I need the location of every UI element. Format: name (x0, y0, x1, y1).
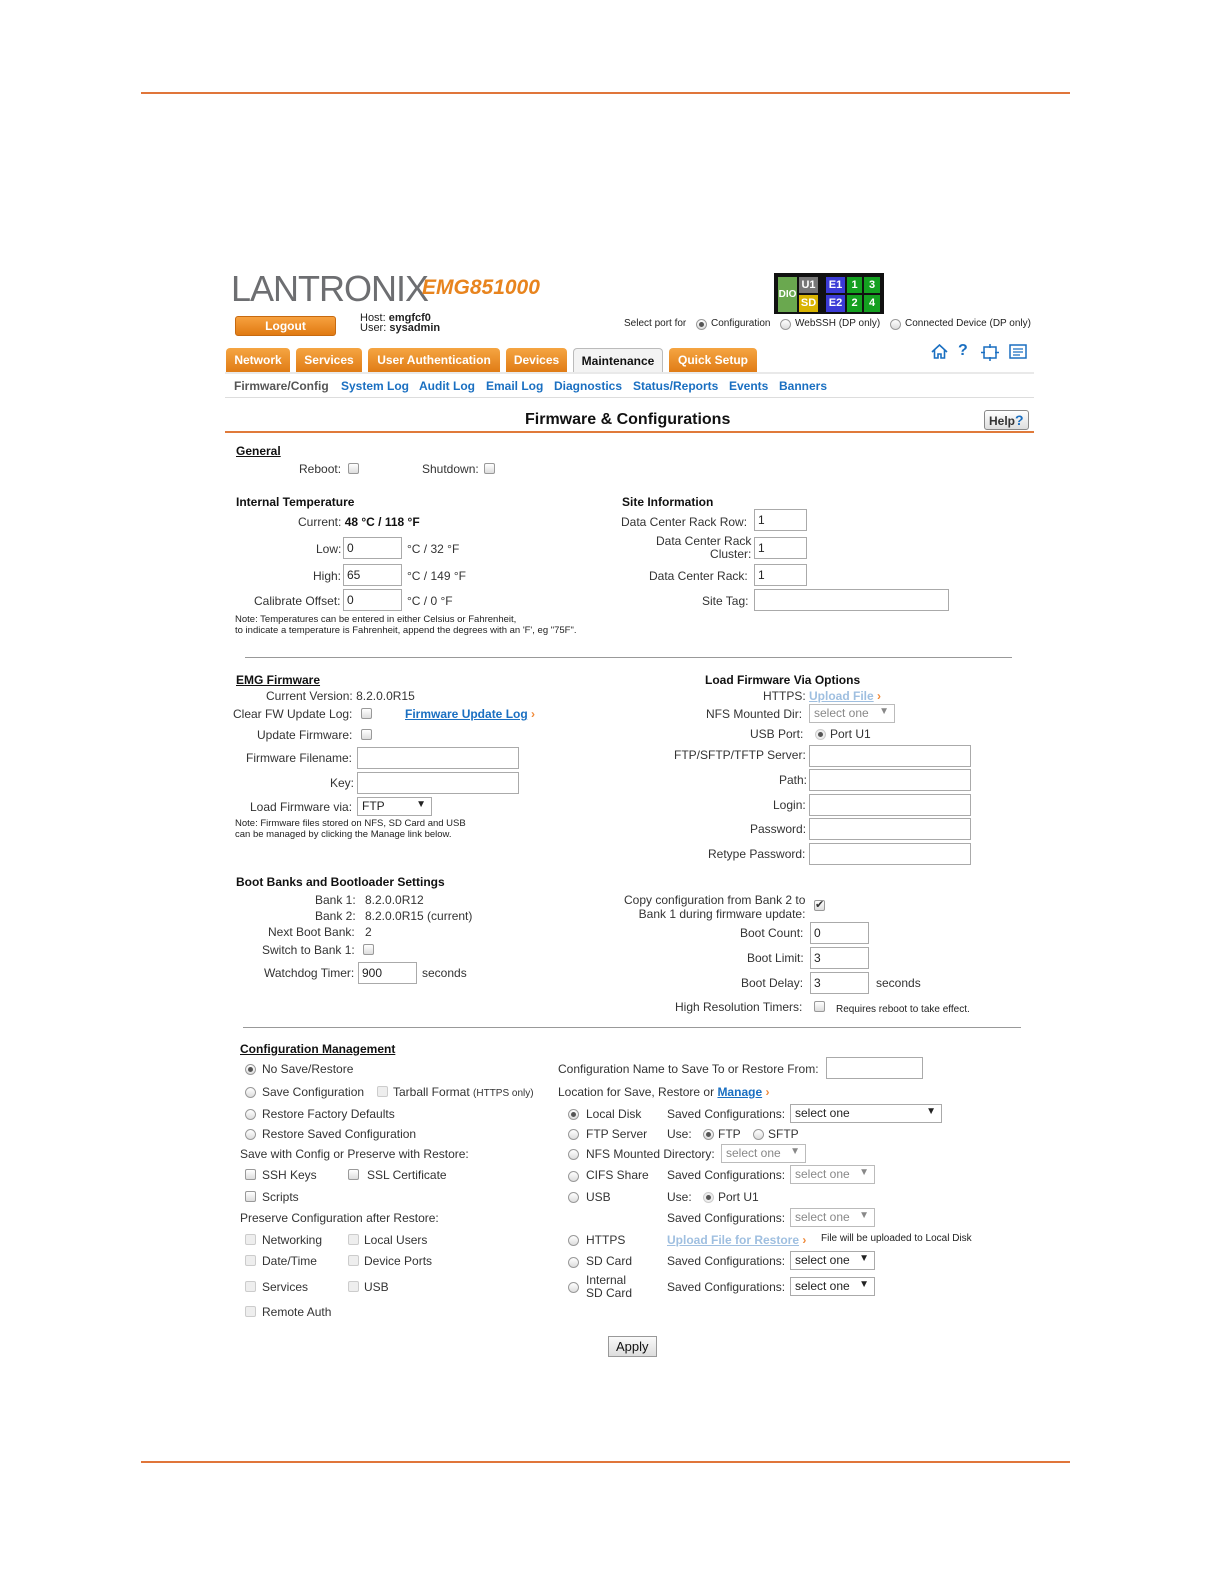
path-label: Path: (779, 773, 808, 787)
high-conversion: °C / 149 °F (407, 569, 466, 583)
shutdown-label: Shutdown: (422, 462, 479, 476)
low-conversion: °C / 32 °F (407, 542, 460, 556)
usb-use-label: Use: (667, 1190, 692, 1204)
boot-banks-heading: Boot Banks and Bootloader Settings (236, 875, 445, 889)
remote-auth-checkbox[interactable] (245, 1306, 256, 1317)
config-name-input[interactable] (826, 1057, 923, 1079)
cifs-saved-label: Saved Configurations: (667, 1168, 786, 1182)
select-port-label: Select port for (624, 318, 687, 329)
usb-preserve-checkbox[interactable] (348, 1281, 359, 1292)
page-title: Firmware & Configurations (525, 411, 731, 428)
restore-saved-radio[interactable] (245, 1129, 256, 1140)
scripts-label: Scripts (262, 1190, 299, 1204)
no-save-restore-radio[interactable] (245, 1064, 256, 1075)
local-disk-label: Local Disk (586, 1107, 642, 1121)
high-temp-input[interactable] (343, 564, 402, 586)
subtab-diagnostics[interactable]: Diagnostics (554, 379, 623, 393)
path-input[interactable] (809, 769, 971, 791)
internal-sd-radio[interactable] (568, 1282, 579, 1293)
retype-password-input[interactable] (809, 843, 971, 865)
firmware-filename-input[interactable] (357, 747, 519, 769)
login-label: Login: (773, 798, 806, 812)
calibrate-offset-input[interactable] (343, 589, 402, 611)
site-tag-input[interactable] (754, 589, 949, 611)
upload-file-link[interactable]: Upload File › (809, 689, 882, 703)
boot-limit-input[interactable] (810, 947, 869, 969)
ftp-server-loc-label: FTP Server (586, 1127, 648, 1141)
sd-saved-select[interactable]: select one ▼ (790, 1251, 875, 1270)
current-version: Current Version: 8.2.0.0R15 (266, 689, 415, 703)
ftp-server-input[interactable] (809, 745, 971, 767)
emg-firmware-heading: EMG Firmware (236, 673, 321, 687)
reboot-checkbox[interactable] (348, 463, 359, 474)
load-options-heading: Load Firmware Via Options (705, 673, 861, 687)
low-label: Low: (316, 542, 342, 556)
bank1-value: 8.2.0.0R12 (365, 893, 424, 907)
upload-note: File will be uploaded to Local Disk (821, 1233, 972, 1244)
local-users-label: Local Users (364, 1233, 428, 1247)
low-temp-input[interactable] (343, 537, 402, 559)
boot-limit-label: Boot Limit: (747, 951, 804, 965)
port-4: 4 (864, 295, 880, 312)
location-label: Location for Save, Restore or Manage › (558, 1085, 770, 1099)
save-with-label: Save with Config or Preserve with Restore: (240, 1147, 469, 1161)
port-sd: SD (799, 295, 818, 312)
usb-port-label: USB Port: (750, 727, 804, 741)
apply-button[interactable]: Apply (608, 1336, 657, 1357)
watchdog-unit: seconds (422, 966, 467, 980)
bank2-label: Bank 2: (315, 909, 356, 923)
shutdown-checkbox[interactable] (484, 463, 495, 474)
subtab-status-reports[interactable]: Status/Reports (633, 379, 719, 393)
cifs-label: CIFS Share (586, 1168, 649, 1182)
ssh-keys-checkbox[interactable] (245, 1169, 256, 1180)
help-icon[interactable]: ? (958, 342, 968, 359)
hires-timers-label: High Resolution Timers: (675, 1000, 803, 1014)
update-firmware-checkbox[interactable] (361, 729, 372, 740)
key-input[interactable] (357, 772, 519, 794)
clear-fw-log-checkbox[interactable] (361, 708, 372, 719)
site-info-heading: Site Information (622, 495, 714, 509)
no-save-restore-label: No Save/Restore (262, 1062, 354, 1076)
nfs-dir-select[interactable]: select one ▼ (809, 704, 895, 723)
model-name: EMG851000 (422, 276, 540, 299)
rack-cluster-input[interactable] (754, 537, 807, 559)
title-underline (225, 431, 1034, 433)
help-button[interactable]: Help? (984, 410, 1029, 430)
next-boot-label: Next Boot Bank: (268, 925, 355, 939)
usb-port-u1-label: Port U1 (718, 1190, 759, 1204)
bank1-label: Bank 1: (315, 893, 356, 907)
bank2-value: 8.2.0.0R15 (current) (365, 909, 473, 923)
high-label: High: (313, 569, 342, 583)
https-radio[interactable] (568, 1235, 579, 1246)
device-ports-checkbox[interactable] (348, 1255, 359, 1266)
copy-config-label: Copy configuration from Bank 2 to Bank 1 during firmware update: (624, 893, 806, 921)
local-users-checkbox[interactable] (348, 1234, 359, 1245)
port-u1: U1 (799, 277, 818, 293)
host-info: Host: emgfcf0 User: sysadmin (360, 312, 441, 334)
page-bottom-rule (141, 1461, 1070, 1463)
subtab-email-log[interactable]: Email Log (486, 379, 544, 393)
update-firmware-label: Update Firmware: (257, 728, 353, 742)
internal-sd-label: Internal SD Card (586, 1273, 633, 1300)
hires-timers-checkbox[interactable] (814, 1001, 825, 1012)
rack-row-label: Data Center Rack Row: (621, 515, 748, 529)
datetime-label: Date/Time (262, 1254, 317, 1268)
services-label: Services (262, 1280, 309, 1294)
section-divider-2 (243, 1027, 1021, 1028)
rack-cluster-label: Data Center Rack Cluster: (656, 534, 752, 561)
firmware-filename-label: Firmware Filename: (246, 751, 353, 765)
https-loc-label: HTTPS (586, 1233, 626, 1247)
switch-bank-label: Switch to Bank 1: (262, 943, 355, 957)
port-e1: E1 (826, 277, 845, 293)
local-saved-label: Saved Configurations: (667, 1107, 786, 1121)
general-heading: General (236, 444, 281, 458)
calibrate-conversion: °C / 0 °F (407, 594, 453, 608)
usb-loc-label: USB (586, 1190, 611, 1204)
switch-bank-checkbox[interactable] (363, 944, 374, 955)
cifs-saved-select[interactable]: select one ▼ (790, 1165, 875, 1184)
copy-config-checkbox[interactable] (814, 900, 825, 911)
restore-factory-label: Restore Factory Defaults (262, 1107, 395, 1121)
watchdog-input[interactable] (358, 962, 417, 984)
subtab-audit-log[interactable]: Audit Log (419, 379, 475, 393)
scripts-checkbox[interactable] (245, 1191, 256, 1202)
internal-saved-select[interactable]: select one ▼ (790, 1277, 875, 1296)
console-icon[interactable] (1009, 344, 1027, 364)
calibrate-label: Calibrate Offset: (254, 594, 341, 608)
https-label: HTTPS: (763, 689, 806, 703)
port-config-label: Configuration (711, 318, 771, 329)
usb-saved-label: Saved Configurations: (667, 1211, 786, 1225)
nfs-dir-loc-label: NFS Mounted Directory: (586, 1147, 715, 1161)
login-input[interactable] (809, 794, 971, 816)
password-label: Password: (750, 822, 807, 836)
temperature-heading: Internal Temperature (236, 495, 355, 509)
preserve-label: Preserve Configuration after Restore: (240, 1211, 439, 1225)
tab-network[interactable]: Network (226, 348, 290, 372)
password-input[interactable] (809, 818, 971, 840)
rack-row-input[interactable] (754, 509, 807, 531)
tab-services[interactable]: Services (296, 348, 362, 372)
ssl-cert-checkbox[interactable] (348, 1169, 359, 1180)
port-webssh-label: WebSSH (DP only) (795, 318, 881, 329)
networking-label: Networking (262, 1233, 323, 1247)
device-ports-label: Device Ports (364, 1254, 433, 1268)
save-config-label: Save Configuration (262, 1085, 365, 1099)
usb-loc-radio[interactable] (568, 1192, 579, 1203)
manage-link[interactable]: Manage (717, 1085, 763, 1099)
boot-delay-input[interactable] (810, 972, 869, 994)
port-1: 1 (847, 277, 862, 293)
clear-fw-log-label: Clear FW Update Log: (233, 707, 353, 721)
load-via-label: Load Firmware via: (250, 800, 353, 814)
ssh-keys-label: SSH Keys (262, 1168, 317, 1182)
upload-restore-link[interactable]: Upload File for Restore › (667, 1233, 807, 1247)
restore-saved-label: Restore Saved Configuration (262, 1127, 417, 1141)
sftp-label: SFTP (768, 1127, 799, 1141)
nfs-dir-label: NFS Mounted Dir: (706, 707, 803, 721)
tarball-label: Tarball Format (HTTPS only) (393, 1085, 534, 1099)
port-3: 3 (864, 277, 880, 293)
config-name-label: Configuration Name to Save To or Restore From: (558, 1062, 819, 1076)
watchdog-label: Watchdog Timer: (264, 966, 355, 980)
firmware-note: Note: Firmware files stored on NFS, SD Card and USB can be managed by clicking the Manage link below. (235, 818, 466, 840)
save-config-radio[interactable] (245, 1087, 256, 1098)
local-saved-select[interactable]: select one ▼ (790, 1104, 942, 1123)
firmware-update-log-link[interactable]: Firmware Update Log › (405, 707, 536, 721)
boot-delay-label: Boot Delay: (741, 976, 804, 990)
port-status-panel (774, 273, 884, 314)
ftp-label: FTP (718, 1127, 741, 1141)
boot-count-input[interactable] (810, 922, 869, 944)
hires-note: Requires reboot to take effect. (836, 1004, 970, 1015)
section-divider-1 (245, 657, 1012, 658)
usb-port-u1-radio[interactable] (703, 1192, 714, 1203)
usb-port-value: Port U1 (830, 727, 871, 741)
networking-checkbox[interactable] (245, 1234, 256, 1245)
tab-quick-setup[interactable]: Quick Setup (669, 348, 757, 372)
retype-password-label: Retype Password: (708, 847, 806, 861)
temperature-note: Note: Temperatures can be entered in either Celsius or Fahrenheit, to indicate a temperature is Fahrenheit, append the degrees with an 'F', eg "75F". (235, 614, 577, 636)
ftp-server-radio[interactable] (568, 1129, 579, 1140)
subtab-divider (225, 397, 1034, 398)
tarball-checkbox[interactable] (377, 1086, 388, 1097)
internal-saved-label: Saved Configurations: (667, 1280, 786, 1294)
restore-factory-radio[interactable] (245, 1109, 256, 1120)
reboot-label: Reboot: (299, 462, 342, 476)
usb-preserve-label: USB (364, 1280, 389, 1294)
usb-saved-select[interactable]: select one ▼ (790, 1208, 875, 1227)
ssl-cert-label: SSL Certificate (367, 1168, 447, 1182)
site-tag-label: Site Tag: (702, 594, 749, 608)
services-checkbox[interactable] (245, 1281, 256, 1292)
sd-saved-label: Saved Configurations: (667, 1254, 786, 1268)
next-boot-value: 2 (365, 925, 372, 939)
tab-maintenance[interactable]: Maintenance (573, 348, 663, 372)
port-e2: E2 (826, 295, 845, 312)
logout-button[interactable]: Logout (235, 316, 336, 336)
remote-auth-label: Remote Auth (262, 1305, 332, 1319)
port-webssh-radio[interactable] (780, 319, 791, 330)
boot-count-label: Boot Count: (740, 926, 804, 940)
ftp-radio[interactable] (703, 1129, 714, 1140)
port-dio: DIO (778, 277, 797, 312)
local-disk-radio[interactable] (568, 1109, 579, 1120)
port-config-radio[interactable] (696, 319, 707, 330)
rack-label: Data Center Rack: (649, 569, 748, 583)
subtab-banners[interactable]: Banners (779, 379, 828, 393)
subtab-events[interactable]: Events (729, 379, 769, 393)
ftp-server-label: FTP/SFTP/TFTP Server: (674, 748, 806, 762)
load-via-select[interactable]: FTP ▼ (357, 797, 432, 816)
page-top-rule (141, 92, 1070, 94)
rack-input[interactable] (754, 564, 807, 586)
sd-card-label: SD Card (586, 1254, 633, 1268)
subtab-system-log[interactable]: System Log (341, 379, 410, 393)
lantronix-logo: LANTRONIX (231, 268, 429, 309)
usb-port-radio[interactable] (815, 729, 826, 740)
port-2: 2 (847, 295, 862, 312)
key-label: Key: (330, 776, 355, 790)
nfs-dir-loc-radio[interactable] (568, 1149, 579, 1160)
port-device-label: Connected Device (DP only) (905, 318, 1031, 329)
home-icon[interactable] (931, 344, 948, 364)
tab-user-authentication[interactable]: User Authentication (368, 348, 500, 372)
datetime-checkbox[interactable] (245, 1255, 256, 1266)
expand-icon[interactable] (981, 344, 999, 366)
subtab-firmware-config[interactable]: Firmware/Config (234, 379, 329, 393)
current-temp: Current: 48 °C / 118 °F (298, 515, 420, 529)
nfs-dir-loc-select[interactable]: select one ▼ (721, 1144, 806, 1163)
config-mgmt-heading: Configuration Management (240, 1042, 396, 1056)
cifs-radio[interactable] (568, 1171, 579, 1182)
tab-devices[interactable]: Devices (506, 348, 567, 372)
sftp-radio[interactable] (753, 1129, 764, 1140)
ftp-use-label: Use: (667, 1127, 692, 1141)
port-device-radio[interactable] (890, 319, 901, 330)
sd-card-radio[interactable] (568, 1257, 579, 1268)
tab-underline (225, 372, 1034, 374)
boot-delay-unit: seconds (876, 976, 921, 990)
